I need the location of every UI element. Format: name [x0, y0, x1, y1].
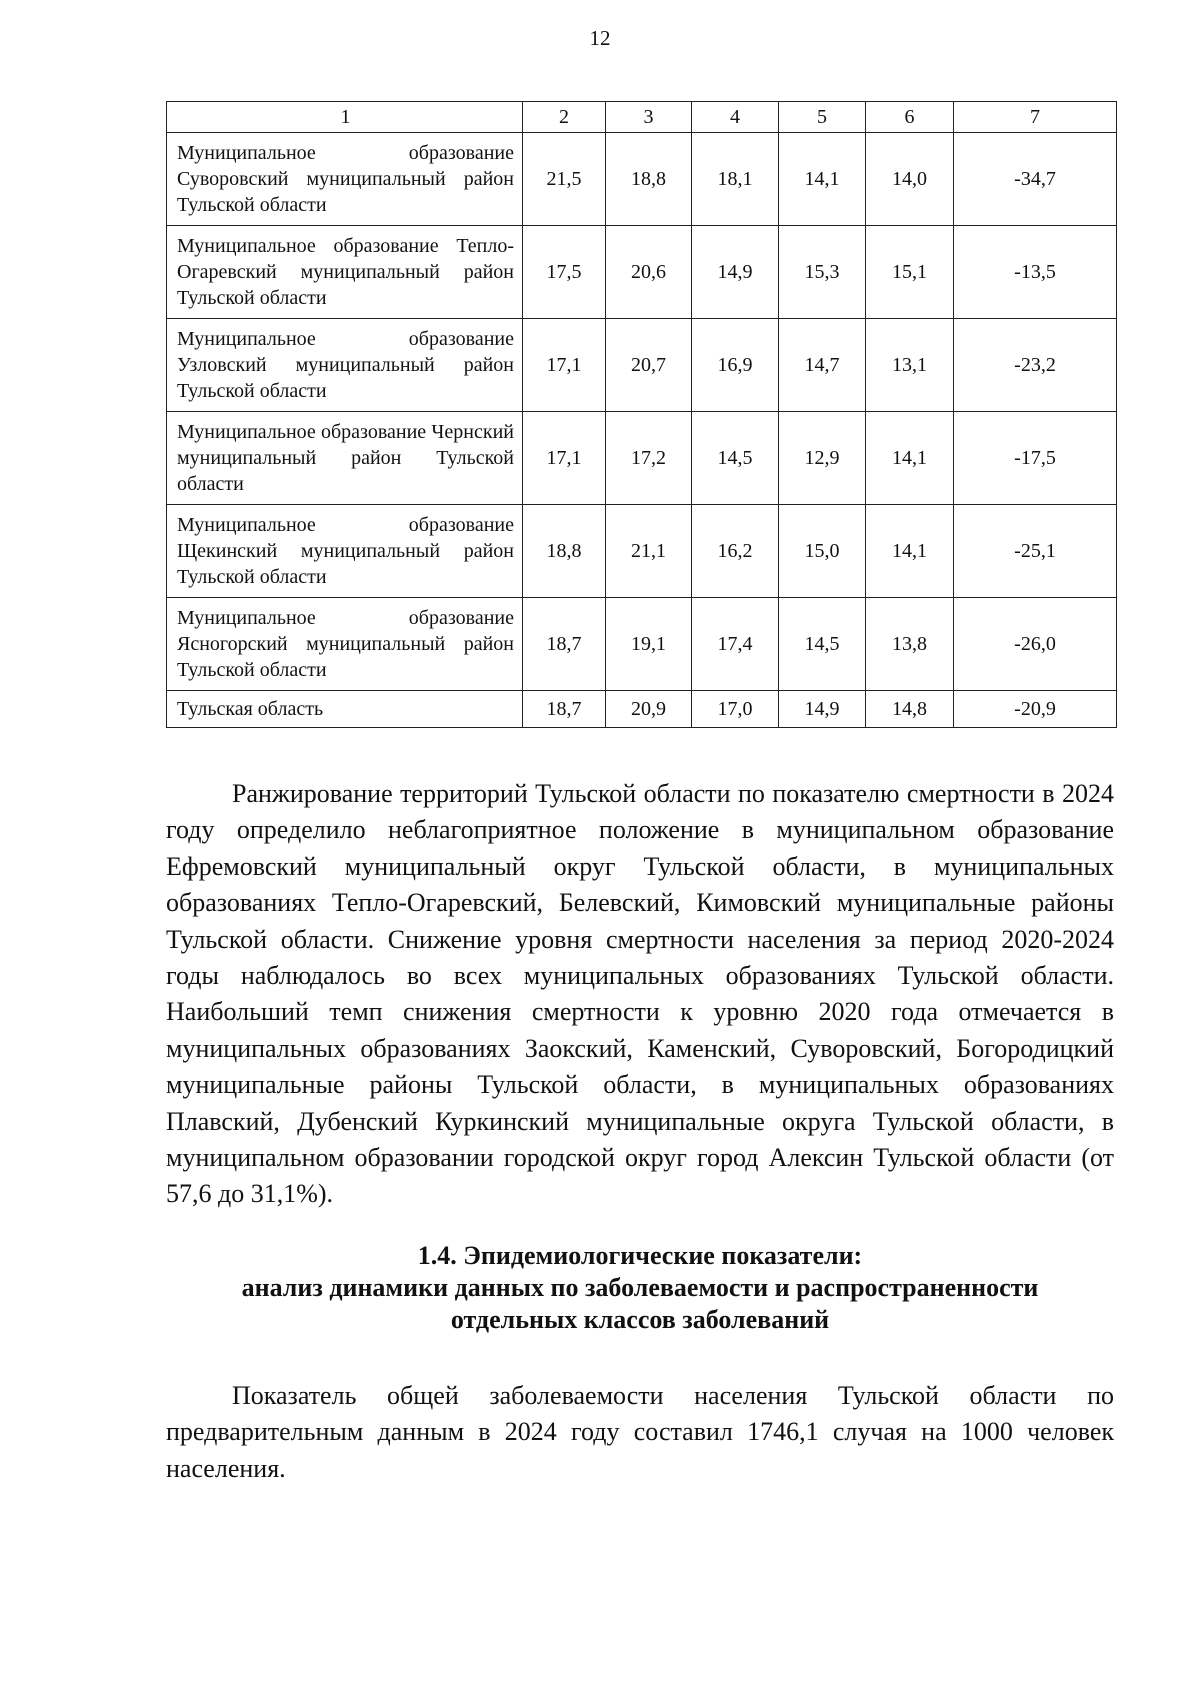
table-cell: 17,1: [523, 319, 606, 412]
table-cell: -34,7: [954, 133, 1117, 226]
ranking-paragraph: Ранжирование территорий Тульской области по показателю смертности в 2024 году определило неблагоприятное положение в муниципальном образование Ефремовский муниципальный округ Тульской области, в муниципальных образованиях Тепло-Огаревский, Белевский, Кимовский муниципальные районы Тульской области. Снижение уровня смертности населения за период 2020-2024 годы наблюдалось во всех муниципальных образованиях Тульской области. Наибольший темп снижения смертности к уровню 2020 года отмечается в муниципальных образованиях Заокский, Каменский, Суворовский, Богородицкий муниципальные районы Тульской области, в муниципальных образованиях Плавский, Дубенский Куркинский муниципальные округа Тульской области, в муниципальном образовании городской округ город Алексин Тульской области (от 57,6 до 31,1%).: [166, 779, 1114, 1209]
table-cell: 13,8: [866, 598, 954, 691]
section-heading: [166, 1240, 1114, 1336]
section-heading-line: 1.4. Эпидемиологические показатели:: [417, 1241, 863, 1270]
table-cell: -17,5: [954, 412, 1117, 505]
table-cell: 14,1: [779, 133, 866, 226]
table-cell: -20,9: [954, 691, 1117, 728]
table-cell: 15,0: [779, 505, 866, 598]
table-cell: 14,5: [692, 412, 779, 505]
table-row: [167, 412, 1117, 505]
table-row: [167, 133, 1117, 226]
municipality-name: Муниципальное образование Суворовский муниципальный район Тульской области: [167, 133, 523, 226]
table-cell: 14,1: [866, 412, 954, 505]
column-header: 5: [779, 102, 866, 133]
table-cell: 18,8: [523, 505, 606, 598]
table-row: [167, 505, 1117, 598]
municipality-name: Муниципальное образование Узловский муниципальный район Тульской области: [167, 319, 523, 412]
table-row: [167, 226, 1117, 319]
table-cell: 14,7: [779, 319, 866, 412]
column-header: 7: [954, 102, 1117, 133]
municipality-name: Муниципальное образование Щекинский муниципальный район Тульской области: [167, 505, 523, 598]
table-cell: 14,9: [692, 226, 779, 319]
table-cell: 17,2: [606, 412, 692, 505]
table-cell: 14,0: [866, 133, 954, 226]
page-number: 12: [589, 26, 611, 50]
table-total-row: [167, 691, 1117, 728]
table-cell: 21,1: [606, 505, 692, 598]
table-cell: 17,5: [523, 226, 606, 319]
column-header: 1: [167, 102, 523, 133]
column-header: 6: [866, 102, 954, 133]
municipality-name: Муниципальное образование Чернский муниципальный район Тульской области: [167, 412, 523, 505]
table-cell: -13,5: [954, 226, 1117, 319]
table-cell: -25,1: [954, 505, 1117, 598]
column-header: 3: [606, 102, 692, 133]
table-cell: 14,8: [866, 691, 954, 728]
table-cell: 21,5: [523, 133, 606, 226]
section-heading-line: анализ динамики данных по заболеваемости и распространенности: [241, 1273, 1039, 1302]
table-cell: 14,5: [779, 598, 866, 691]
table-cell: 18,1: [692, 133, 779, 226]
table-cell: 15,3: [779, 226, 866, 319]
municipality-name: Муниципальное образование Тепло-Огаревский муниципальный район Тульской области: [167, 226, 523, 319]
table-header-row: [167, 102, 1117, 133]
municipality-name: Муниципальное образование Ясногорский муниципальный район Тульской области: [167, 598, 523, 691]
section-heading-line: отдельных классов заболеваний: [450, 1305, 830, 1334]
table-cell: 16,2: [692, 505, 779, 598]
table-cell: -26,0: [954, 598, 1117, 691]
table-row: [167, 598, 1117, 691]
table-cell: 12,9: [779, 412, 866, 505]
table-cell: 17,0: [692, 691, 779, 728]
table-cell: 20,7: [606, 319, 692, 412]
table-row: [167, 319, 1117, 412]
table-cell: 15,1: [866, 226, 954, 319]
table-cell: 20,6: [606, 226, 692, 319]
table-cell: 19,1: [606, 598, 692, 691]
table-cell: 18,8: [606, 133, 692, 226]
morbidity-paragraph: Показатель общей заболеваемости населения Тульской области по предварительным данным в 2024 году составил 1746,1 случая на 1000 человек населения.: [166, 1381, 1114, 1483]
region-total-name: Тульская область: [167, 691, 523, 728]
column-header: 2: [523, 102, 606, 133]
table-cell: 18,7: [523, 598, 606, 691]
mortality-table: [166, 101, 1117, 728]
table-cell: 17,1: [523, 412, 606, 505]
table-cell: 14,1: [866, 505, 954, 598]
table-cell: 13,1: [866, 319, 954, 412]
table-cell: 14,9: [779, 691, 866, 728]
column-header: 4: [692, 102, 779, 133]
table-cell: 18,7: [523, 691, 606, 728]
table-cell: 16,9: [692, 319, 779, 412]
table-cell: 17,4: [692, 598, 779, 691]
table-cell: 20,9: [606, 691, 692, 728]
table-cell: -23,2: [954, 319, 1117, 412]
